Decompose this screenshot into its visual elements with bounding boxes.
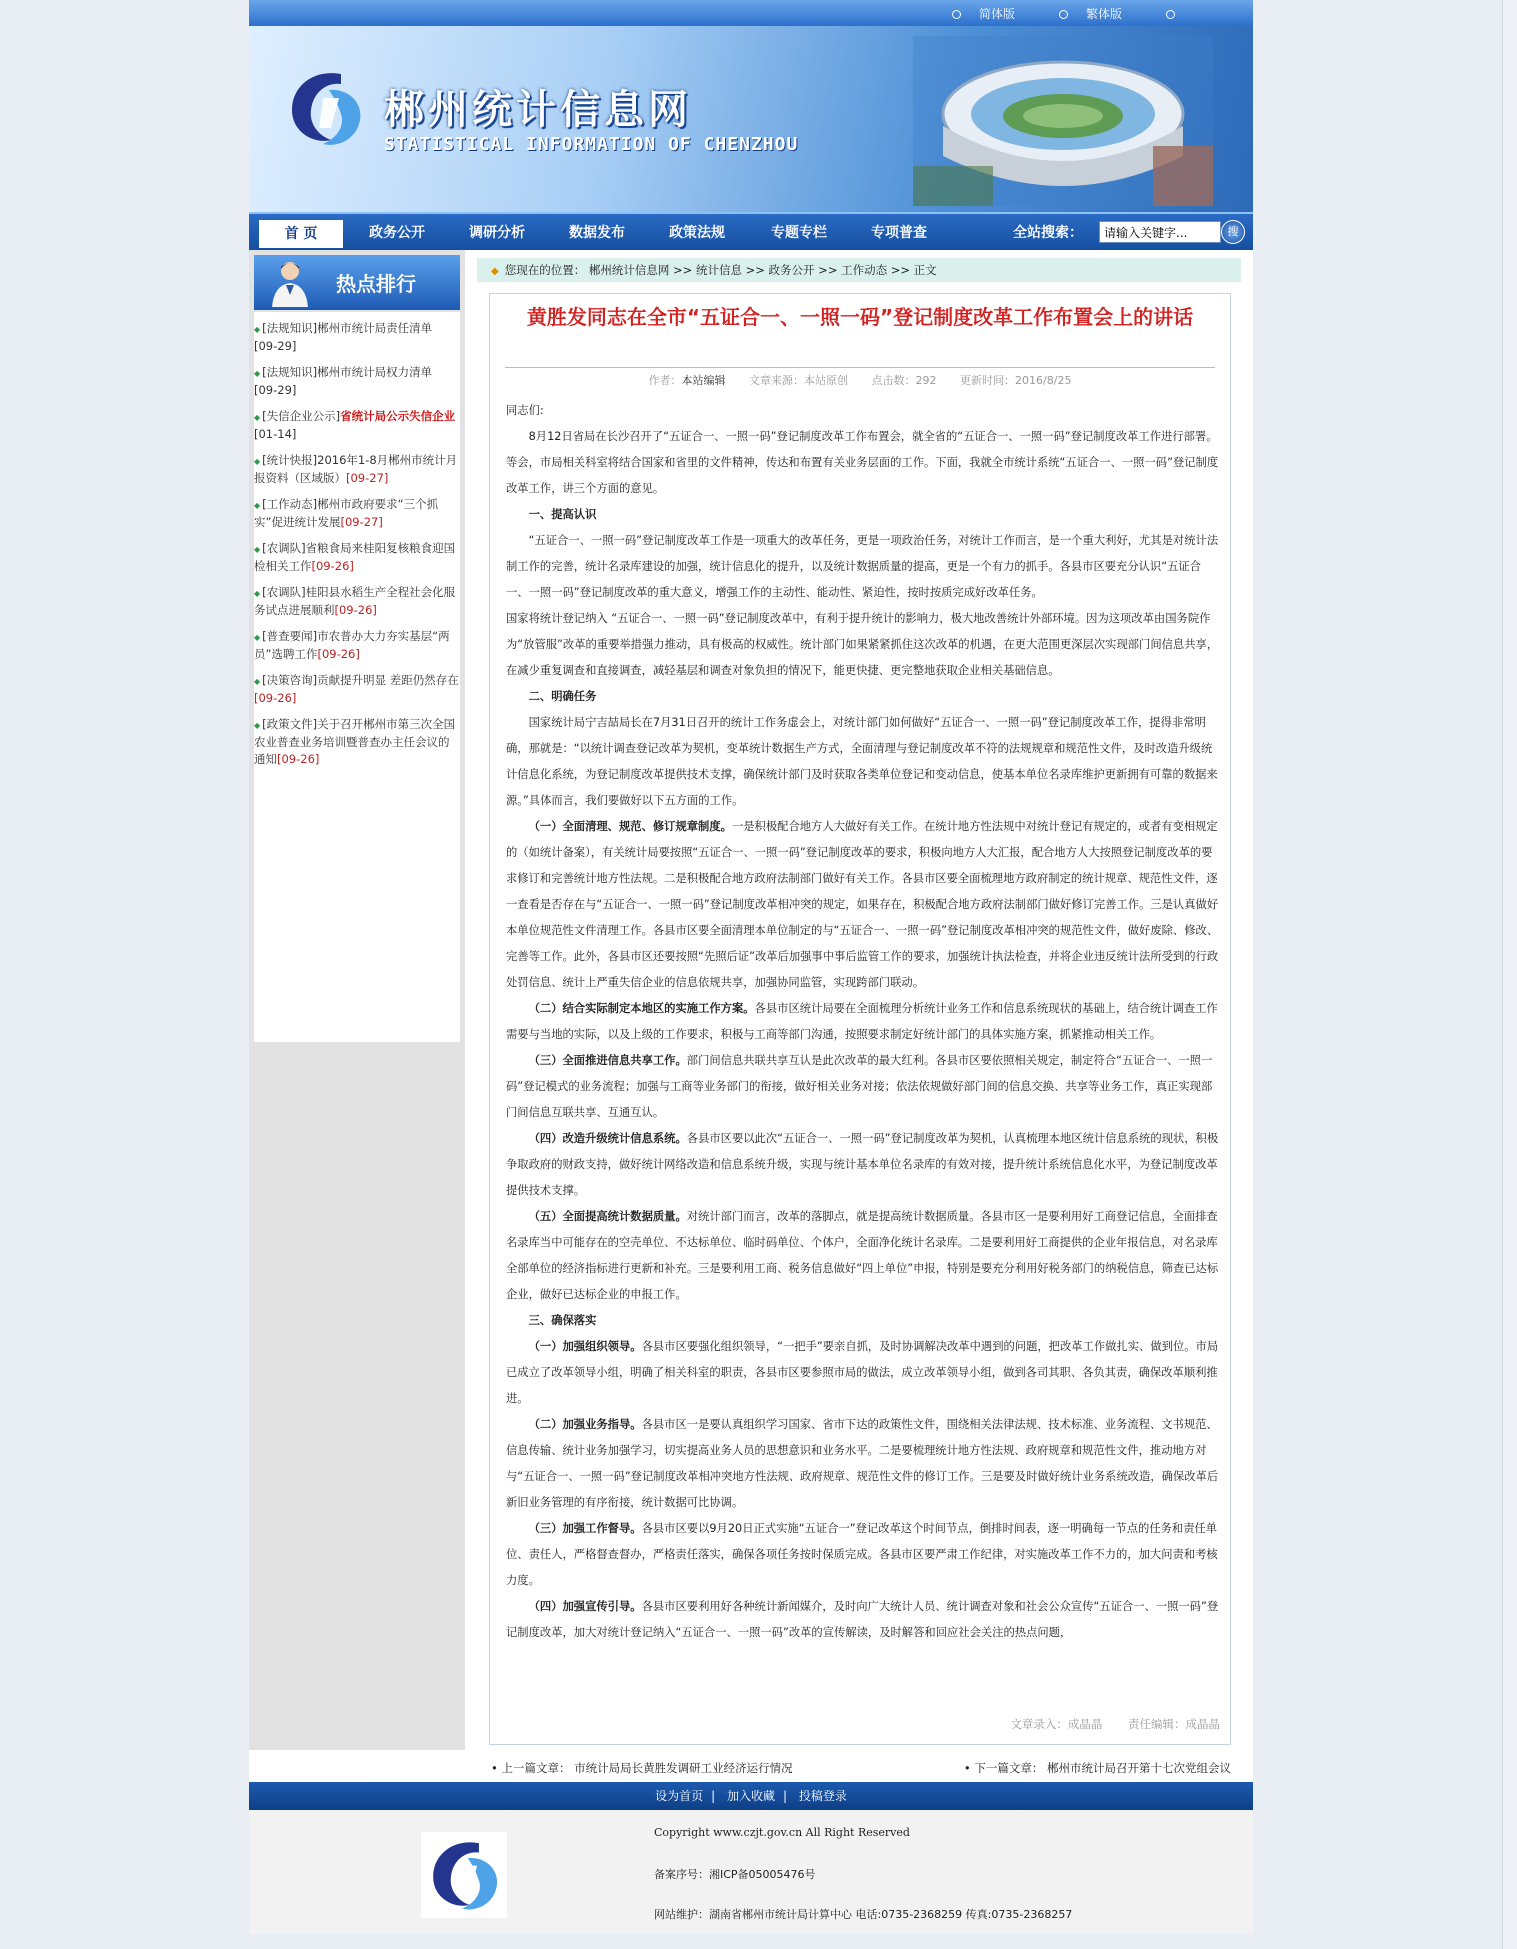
article-paragraph xyxy=(506,814,1221,996)
article-updated: 更新时间：2016/8/25 xyxy=(960,374,1072,387)
subsection-heading: （五）全面提高统计数据质量。 xyxy=(528,1210,687,1223)
person-icon xyxy=(268,259,312,307)
subsection-heading: （四）加强宣传引导。 xyxy=(528,1600,642,1613)
article-paragraph xyxy=(506,1594,1221,1646)
main-nav xyxy=(249,212,1253,250)
editor-by: 责任编辑：成晶晶 xyxy=(1128,1717,1220,1731)
prev-article[interactable]: • 上一篇文章： 市统计局局长黄胜发调研工业经济运行情况 xyxy=(491,1761,793,1775)
hot-item[interactable]: ◆ [法规知识]郴州市统计局权力清单 [09-29] xyxy=(254,365,433,397)
next-article[interactable]: • 下一篇文章： 郴州市统计局召开第十七次党组会议 xyxy=(963,1761,1231,1775)
article-paragraph xyxy=(506,1126,1221,1204)
title-divider xyxy=(505,367,1215,368)
scrollbar[interactable] xyxy=(1502,0,1517,1949)
article-paragraph xyxy=(506,502,1221,528)
paragraph-text: 各县市区一是要认真组织学习国家、省市下达的政策性文件，围绕相关法律法规、技术标准、业务流程、文书规范、信息传输、统计业务加强学习，切实提高业务人员的思想意识和业务水平。二是要梳理统计地方性法规、政府规章和规范性文件，推动地方对与“五证合一、一照一码”登记制度改革相冲突地方性法规、政府规章、规范性文件的修订工作。三是要及时做好统计业务系统改造，确保改革后新旧业务管理的有序衔接，统计数据可比协调。 xyxy=(506,1418,1219,1509)
subsection-heading: （一）加强组织领导。 xyxy=(528,1340,642,1353)
hot-item[interactable]: ◆ [政策文件]关于召开郴州市第三次全国农业普查业务培训暨普查办主任会议的通知[09-26] xyxy=(254,717,456,766)
site-title: 郴州统计信息网 xyxy=(384,87,692,133)
article-paragraph xyxy=(506,1334,1221,1412)
subsection-heading: （二）加强业务指导。 xyxy=(528,1418,642,1431)
subsection-heading: （三）全面推进信息共享工作。 xyxy=(528,1054,687,1067)
nav-item-special-topics[interactable]: 专题专栏 xyxy=(771,225,827,241)
bullet-icon xyxy=(1166,10,1175,19)
paragraph-text: 各县市区要利用好各种统计新闻媒介，及时向广大统计人员、统计调查对象和社会公众宣传“五证合一、一照一码”登记制度改革，加大对统计登记纳入“五证合一、一照一码”改革的宣传解读，及时解答和回应社会关注的热点问题， xyxy=(506,1600,1219,1639)
bullet-icon: ◆ xyxy=(254,369,261,378)
page xyxy=(249,0,1253,1934)
section-heading: 一、提高认识 xyxy=(528,508,597,521)
submit-login-link[interactable]: 投稿登录 xyxy=(798,1789,847,1803)
paragraph-text: 一是积极配合地方人大做好有关工作。在统计地方性法规中对统计登记有规定的，或者有变相规定的（如统计备案），有关统计局要按照“五证合一、一照一码”登记制度改革的要求，积极向地方人大汇报，配合地方人大按照登记制度改革的要求修订和完善统计地方性法规。二是积极配合地方政府法制部门做好有关工作。各县市区要全面梳理地方政府制定的统计规章、规范性文件，逐一查看是否存在与“五证合一、一照一码”登记制度改革相冲突的规定，如果存在，积极配合地方政府法制部门做好修订完善工作。三是认真做好本单位规范性文件清理工作。各县市区要全面清理本单位制定的与“五证合一、一照一码”登记制度改革相冲突的规范性文件，做好废除、修改、完善等工作。此外，各县市区还要按照“先照后证”改革后加强事中事后监管工作的要求，加强统计执法检查，并将企业违反统计法所受到的行政处罚信息、统计上严重失信企业的信息依规共享，加强协同监管，实现跨部门联动。 xyxy=(506,820,1219,989)
top-bar xyxy=(249,0,1253,26)
article xyxy=(489,293,1231,1745)
article-paragraph xyxy=(506,1048,1221,1126)
article-paragraph: 同志们: xyxy=(506,404,544,417)
subsection-heading: （二）结合实际制定本地区的实施工作方案。 xyxy=(528,1002,755,1015)
entry-by: 文章录入：成晶晶 xyxy=(1010,1717,1103,1731)
hot-item[interactable]: ◆ [统计快报]2016年1-8月郴州市统计月报资料（区域版）[09-27] xyxy=(254,453,458,485)
article-paragraph xyxy=(506,996,1221,1048)
article-paragraph: 国家将统计登记纳入 “五证合一、一照一码”登记制度改革中，有利于提升统计的影响力，极大地改善统计外部环境。因为这项改革由国务院作为“放管服”改革的重要举措强力推动，具有极高的权威性。统计部门如果紧紧抓住这次改革的机遇，在更大范围更深层次实现部门间信息共享，在减少重复调查和直接调查，减轻基层和调查对象负担的情况下，能更快捷、更完整地获取企业相关基础信息。 xyxy=(506,612,1219,677)
location-icon: ◆ xyxy=(491,266,499,277)
nav-item-data-release[interactable]: 数据发布 xyxy=(569,225,625,241)
article-paragraph: “五证合一、一照一码”登记制度改革工作是一项重大的改革任务，更是一项政治任务，对统计工作而言，是一个重大利好，尤其是对统计法制工作的完善，统计名录库建设的加强，统计信息化的提升，以及统计数据质量的提高，更是一个有力的抓手。各县市区要充分认识“五证合一、一照一码”登记制度改革的重大意义，增强工作的主动性、能动性、紧迫性，按时按质完成好改革任务。 xyxy=(506,534,1219,599)
lang-simplified-link[interactable]: 简体版 xyxy=(978,7,1015,21)
icp-text: 备案序号：湘ICP备05005476号 xyxy=(654,1868,816,1881)
article-title: 黄胜发同志在全市“五证合一、一照一码”登记制度改革工作布置会上的讲话 xyxy=(526,305,1194,329)
breadcrumb-path[interactable]: 郴州统计信息网 >> 统计信息 >> 政务公开 >> 工作动态 >> 正文 xyxy=(588,263,937,277)
article-meta: 作者：本站编辑 文章来源：本站原创 点击数：292 更新时间：2016/8/25 xyxy=(648,374,1072,387)
language-switch xyxy=(930,5,1193,22)
paragraph-text: 对统计部门而言，改革的落脚点，就是提高统计数据质量。各县市区一是要利用好工商登记信息，全面排查名录库当中可能存在的空壳单位、不达标单位、临时码单位、个体户，全面净化统计名录库。二是要利用好工商提供的企业年报信息，对名录库全部单位的经济指标进行更新和补充。三是要利用工商、税务信息做好“四上单位”申报，特别是要充分利用好税务部门的纳税信息，筛查已达标企业，做好已达标企业的申报工作。 xyxy=(506,1210,1219,1301)
article-source: 文章来源：本站原创 xyxy=(749,374,849,387)
article-paragraph xyxy=(506,684,1221,710)
section-heading: 三、确保落实 xyxy=(528,1314,597,1327)
site-banner xyxy=(249,26,1253,212)
subsection-heading: （四）改造升级统计信息系统。 xyxy=(528,1132,687,1145)
hot-ranking-header xyxy=(254,255,460,310)
copyright-text: Copyright www.czjt.gov.cn All Right Reserved xyxy=(654,1826,910,1839)
article-paragraph: 8月12日省局在长沙召开了“五证合一、一照一码”登记制度改革工作布置会，就全省的“五证合一、一照一码”登记制度改革工作进行部署。等会，市局相关科室将结合国家和省里的文件精神，传达和布置有关业务层面的工作。下面，我就全市统计系统“五证合一、一照一码”登记制度改革工作，讲三个方面的意见。 xyxy=(506,430,1219,495)
hot-item[interactable]: ◆ [工作动态]郴州市政府要求“三个抓实”促进统计发展[09-27] xyxy=(254,497,439,529)
article-paragraph xyxy=(506,1204,1221,1308)
bullet-icon: ◆ xyxy=(254,545,261,554)
hot-item[interactable]: ◆ [农调队]省粮食局来桂阳复核粮食迎国检相关工作[09-26] xyxy=(254,541,456,573)
paragraph-text: 各县市区要强化组织领导，“一把手”要亲自抓，及时协调解决改革中遇到的问题，把改革工作做扎实、做到位。市局已成立了改革领导小组，明确了相关科室的职责，各县市区要参照市局的做法，成立改革领导小组，做到各司其职、各负其责，确保改革顺利推进。 xyxy=(506,1340,1219,1405)
nav-item-policy[interactable]: 政策法规 xyxy=(669,225,725,241)
search-label: 全站搜索： xyxy=(1013,225,1083,241)
bullet-icon: ◆ xyxy=(254,677,261,686)
subsection-heading: （三）加强工作督导。 xyxy=(528,1522,642,1535)
paragraph-text: 部门间信息共联共享互认是此次改革的最大红利。各县市区要依照相关规定，制定符合“五证合一、一照一码”登记模式的业务流程；加强与工商等业务部门的衔接，做好相关业务对接；依法依规做好部门间的信息交换、共享等业务工作，真正实现部门间信息互联共享、互通互认。 xyxy=(506,1054,1213,1119)
article-body xyxy=(506,398,1221,1646)
site-subtitle: STATISTICAL INFORMATION OF CHENZHOU xyxy=(384,134,799,155)
bullet-icon xyxy=(1059,10,1068,19)
stadium-image xyxy=(913,36,1213,206)
article-paragraph xyxy=(506,1412,1221,1516)
nav-item-government-affairs[interactable]: 政务公开 xyxy=(369,225,425,241)
left-sidebar xyxy=(249,250,465,1750)
article-clicks: 点击数：292 xyxy=(871,374,937,387)
hot-ranking-list xyxy=(254,312,460,1042)
lang-traditional-link[interactable]: 繁体版 xyxy=(1085,7,1122,21)
search-input[interactable] xyxy=(1099,221,1221,243)
bullet-icon: ◆ xyxy=(254,633,261,642)
nav-item-home[interactable]: 首 页 xyxy=(259,220,343,248)
article-paragraph: 国家统计局宁吉喆局长在7月31日召开的统计工作务虚会上，对统计部门如何做好“五证合一、一照一码”登记制度改革工作，提得非常明确，那就是：“以统计调查登记改革为契机，变革统计数据生产方式，全面清理与登记制度改革不符的法规规章和规范性文件，及时改造升级统计信息化系统，为登记制度改革提供技术支撑，确保统计部门及时获取各类单位登记和变动信息，使基本单位名录库维护更新拥有可靠的数据来源。”具体而言，我们要做好以下五方面的工作。 xyxy=(506,716,1218,807)
section-heading: 二、明确任务 xyxy=(528,690,597,703)
bullet-icon: ◆ xyxy=(254,325,261,334)
paragraph-text: 各县市区要以此次“五证合一、一照一码”登记制度改革为契机，认真梳理本地区统计信息系统的现状，积极争取政府的财政支持，做好统计网络改造和信息系统升级，实现与统计基本单位名录库的有效对接，提升统计系统信息化水平，为登记制度改革提供技术支撑。 xyxy=(506,1132,1219,1197)
hot-item[interactable]: ◆ [法规知识]郴州市统计局责任清单 [09-29] xyxy=(254,321,433,353)
paragraph-text: 各县市区要以9月20日正式实施“五证合一”登记改革这个时间节点，倒排时间表，逐一明确每一节点的任务和责任单位、责任人，严格督查督办，严格责任落实，确保各项任务按时保质完成。各县市区要严肃工作纪律，对实施改革工作不力的，加大问责和考核力度。 xyxy=(506,1522,1218,1587)
article-footer-info xyxy=(988,1716,1220,1732)
bullet-icon: ◆ xyxy=(254,413,261,422)
paragraph-text: 各县市区统计局要在全面梳理分析统计业务工作和信息系统现状的基础上，结合统计调查工作需要与当地的实际，以及上级的工作要求，积极与工商等部门沟通，按照要求制定好统计部门的具体实施方案，抓紧推动相关工作。 xyxy=(506,1002,1218,1041)
nav-item-census[interactable]: 专项普查 xyxy=(871,225,927,241)
nav-item-research[interactable]: 调研分析 xyxy=(469,225,525,241)
footer xyxy=(249,1810,1253,1934)
subsection-heading: （一）全面清理、规范、修订规章制度。 xyxy=(528,820,732,833)
breadcrumb-label: 您现在的位置： xyxy=(504,263,586,277)
hot-item[interactable]: ◆ [农调队]桂阳县水稻生产全程社会化服务试点进展顺利[09-26] xyxy=(254,585,456,617)
set-home-link[interactable]: 设为首页 xyxy=(655,1789,704,1803)
article-author: 本站编辑 xyxy=(681,374,726,387)
bullet-icon xyxy=(952,10,961,19)
site-logo-icon[interactable] xyxy=(279,62,371,154)
hot-item[interactable]: ◆ [决策咨询]贡献提升明显 差距仍然存在[09-26] xyxy=(254,673,459,705)
contact-text: 网站维护：湖南省郴州市统计局计算中心 电话:0735-2368259 传真:0735-2368257 xyxy=(654,1908,1073,1921)
hot-ranking-title: 热点排行 xyxy=(336,272,416,296)
bullet-icon: ◆ xyxy=(254,501,261,510)
breadcrumb xyxy=(477,258,1241,282)
hot-item[interactable]: ◆ [失信企业公示]省统计局公示失信企业[01-14] xyxy=(254,409,456,441)
footer-logo-icon xyxy=(421,1832,507,1918)
search-button[interactable]: 搜 xyxy=(1221,220,1245,244)
add-favorite-link[interactable]: 加入收藏 xyxy=(726,1789,775,1803)
footer-links: 设为首页 | 加入收藏 | 投稿登录 xyxy=(249,1782,1253,1810)
article-paragraph xyxy=(506,1308,1221,1334)
bullet-icon: ◆ xyxy=(254,457,261,466)
bullet-icon: ◆ xyxy=(254,589,261,598)
article-paragraph xyxy=(506,1516,1221,1594)
bullet-icon: ◆ xyxy=(254,721,261,730)
hot-item[interactable]: ◆ [普查要闻]市农普办大力夯实基层“两员”选聘工作[09-26] xyxy=(254,629,450,661)
